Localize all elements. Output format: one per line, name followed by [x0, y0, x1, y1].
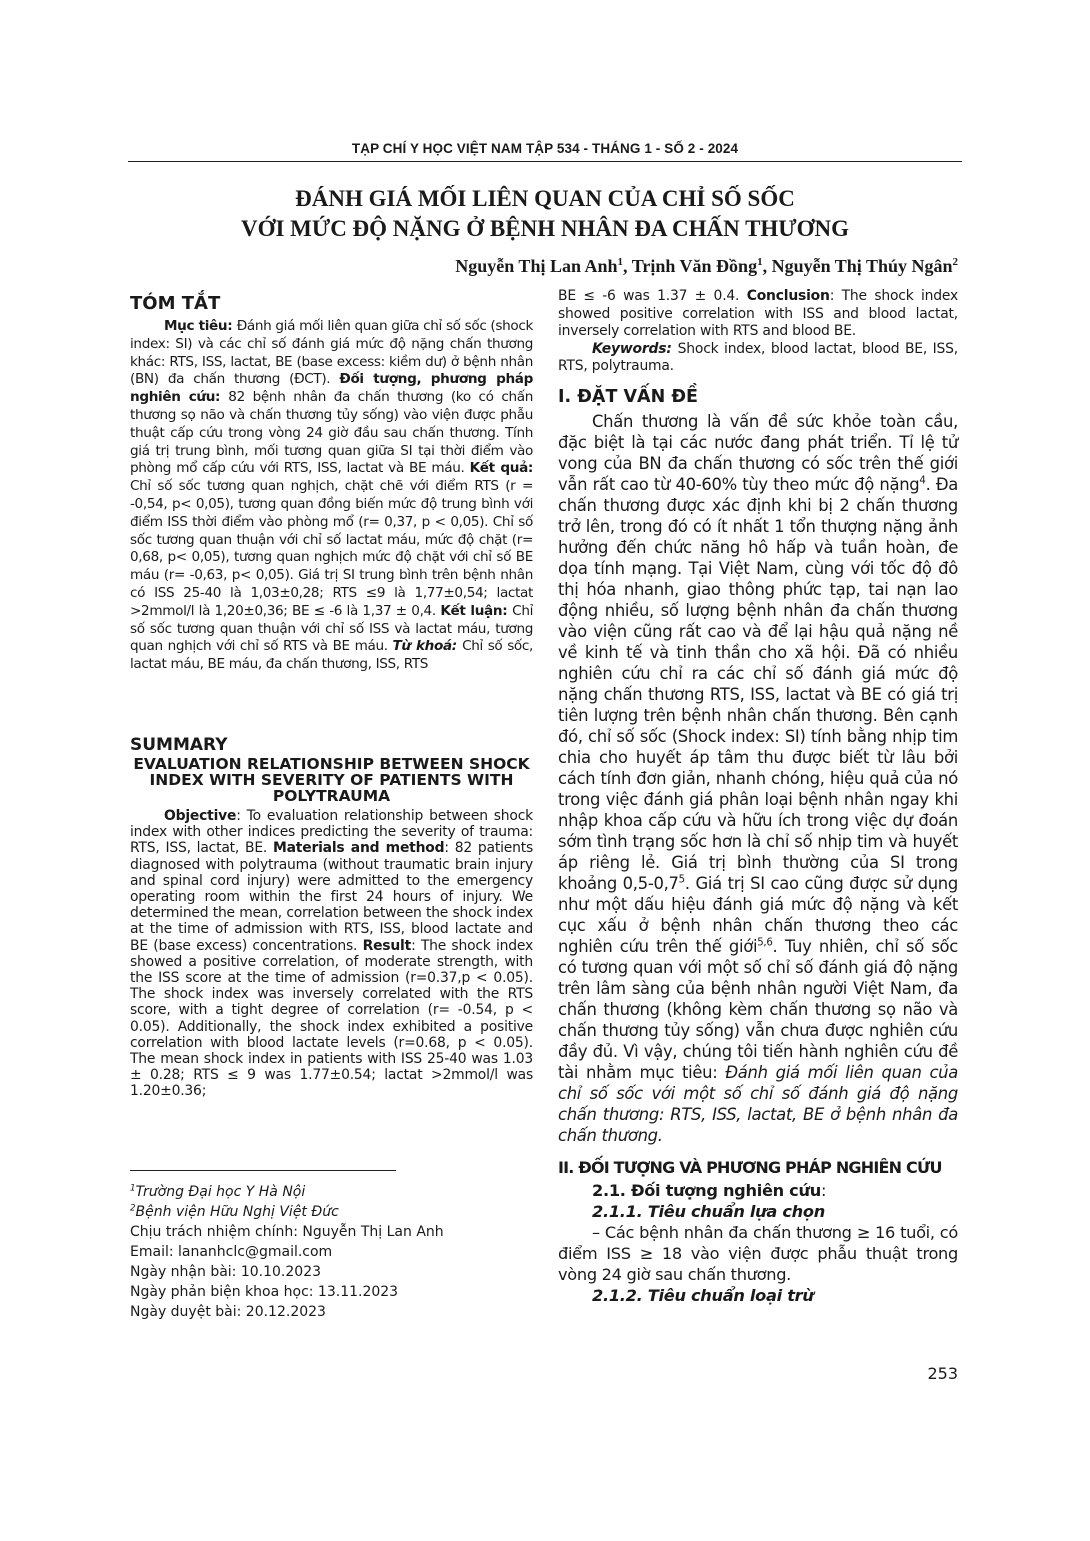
author-affiliation: 1 [757, 256, 763, 268]
author-affiliation: 1 [617, 256, 623, 268]
section-2-heading: II. ĐỐI TƯỢNG VÀ PHƯƠNG PHÁP NGHIÊN CỨU [558, 1158, 942, 1177]
text-run: Keywords: [592, 340, 678, 357]
article-title [128, 184, 962, 244]
subsection-2-1-2: 2.1.2. Tiêu chuẩn loại trừ [592, 1286, 814, 1305]
text-run: Objective [164, 808, 237, 824]
abstract-vi-text [130, 318, 533, 674]
page-number: 253 [927, 1364, 958, 1383]
footnotes [130, 1182, 444, 1322]
journal-header: TẠP CHÍ Y HỌC VIỆT NAM TẬP 534 - THÁNG 1 - SỐ 2 - 2024 [351, 141, 739, 156]
summary-conclusion [558, 288, 958, 341]
author-name: Nguyễn Thị Thúy Ngân [771, 256, 953, 276]
text-run: . Tuy nhiên, chỉ số sốc có tương quan với một số chỉ số đánh giá độ nặng trên lâm sàng của bệnh nhân người Việt Nam, đa chấn thương (không kèm chấn thương sọ não và chấn thương tủy sống) vẫn chưa được nghiên cứu đầy đủ. Vì vậy, chúng tôi tiến hành nghiên cứu đề tài nhằm mục tiêu: [558, 937, 958, 1082]
affiliation-1-text: Trường Đại học Y Hà Nội [135, 1184, 306, 1200]
text-run: Kết quả: [469, 460, 533, 477]
affiliation-2: $^2$Bệnh viện Hữu Nghị Việt Đức [130, 1203, 339, 1220]
summary-heading: SUMMARY [130, 735, 228, 755]
text-run: Chỉ số sốc tương quan nghịch, chặt chẽ với điểm RTS (r = -0,54, p< 0,05), tương quan đồng biến mức độ trung bình với điểm ISS thời điểm vào phòng mổ (r= 0,37, p < 0,05). Chỉ số sốc tương quan thuận với chỉ số lactat máu, mức độ chặt (r= 0,68, p< 0,05), tương quan nghịch mức độ chặt với chỉ số BE máu (r= -0,63, p< 0,05). Giá trị SI trung bình trên bệnh nhân có ISS 25-40 là 1,03±0,28; RTS ≤9 là 1,77±0,54; lactat >2mmol/l là 1,20±0,36; BE ≤ -6 là 1,37 ± 0,4. [130, 478, 533, 619]
section-1-heading: I. ĐẶT VẤN ĐỀ [558, 387, 698, 407]
section-2-body [558, 1180, 958, 1306]
affiliation-1: $^1$Trường Đại học Y Hà Nội [130, 1183, 306, 1200]
text-run: Chỉ số sốc, lactat máu, BE máu, đa chấn thương, ISS, RTS [130, 638, 533, 673]
text-run: . Giá trị SI cao cũng được sử dụng như một dấu hiệu đánh giá mức độ nặng và kết cục xấu ở bệnh nhân chấn thương theo các nghiên cứu trên thế giới [558, 874, 958, 956]
text-run: . Đa chấn thương được xác định khi bị 2 chấn thương trở lên, trong đó có ít nhất 1 tổn thượng nặng ảnh hưởng đến chức năng hô hấp và tuần hoàn, đe dọa tính mạng. Tại Việt Nam, cùng với tốc độ đô thị hóa nhanh, giao thông phức tạp, tai nạn lao động nhiều, số lượng bệnh nhân đa chấn thương vào viện cũng rất cao và để lại hậu quả nặng nề về kinh tế và tinh thần cho xã hội. Đã có nhiều nghiên cứu chỉ ra các chỉ số đánh giá mức độ nặng chấn thương RTS, ISS, lactat và BE có giá trị tiên lượng trên bệnh nhân chấn thương. Bên cạnh đó, chỉ số sốc (Shock index: SI) tính bằng nhịp tim chia cho huyết áp tâm thu được biết từ lâu bởi cách tính đơn giản, nhanh chóng, hiệu quả của nó trong việc đánh giá phân loại bệnh nhân ngay khi nhập khoa cấp cứu và hữu ích trong việc dự đoán sớm tình trạng sốc hơn là chỉ số nhịp tim và huyết áp riêng lẻ. Giá trị bình thường của SI trong khoảng 0,5-0,7 [558, 475, 958, 893]
text-run: Đối tượng, phương pháp nghiên cứu: [130, 371, 533, 406]
affiliation-2-text: Bệnh viện Hữu Nghị Việt Đức [135, 1204, 339, 1220]
reference-superscript: 4 [919, 475, 926, 487]
author-name: Nguyễn Thị Lan Anh [455, 256, 618, 276]
title-line-2: VỚI MỨC ĐỘ NẶNG Ở BỆNH NHÂN ĐA CHẤN THƯƠNG [240, 216, 850, 241]
text-run: : The shock index showed a positive correlation, of moderate strength, with the ISS score at the time of admission (r=0.37,p < 0.05). The shock index was inversely correlated with the RTS score, with a tight degree of correlation (r= -0.54, p < 0.05). Additionally, the shock index exhibited a positive correlation with blood lactate levels (r=0.68, p < 0.05). The mean shock index in patients with ISS 25-40 was 1.03 ± 0.28; RTS ≤ 9 was 1.77±0.54; lactat >2mmol/l was 1.20±0.36; [130, 937, 533, 1100]
text-run: Result [362, 937, 412, 954]
corresponding-author: Chịu trách nhiệm chính: Nguyễn Thị Lan Anh [130, 1224, 444, 1240]
subsection-2-1-title: 2.1. Đối tượng nghiên cứu [592, 1181, 821, 1200]
text-run: 82 bệnh nhân đa chấn thương (ko có chấn thương sọ não và chấn thương tủy sống) vào viện được phẫu thuật cấp cứu trong vòng 24 giờ đầu sau chấn thương. Tính giá trị trung bình, mối tương quan giữa SI tại thời điểm vào phòng mổ cấp cứu với RTS, ISS, lactat và BE máu. [130, 389, 533, 477]
text-run: Đánh giá mối liên quan của chỉ số sốc với một số chỉ số đánh giá độ nặng chấn thương: RTS, ISS, lactat, BE ở bệnh nhân đa chấn thương. [558, 1063, 959, 1145]
email: Email: lananhclc@gmail.com [130, 1244, 333, 1260]
colon: : [820, 1181, 827, 1200]
text-run: Kết luận: [440, 602, 513, 619]
subsection-2-1 [558, 1180, 958, 1201]
text-run: Shock index, blood lactat, blood BE, ISS, RTS, polytrauma. [558, 340, 958, 374]
inclusion-criteria: – Các bệnh nhân đa chấn thương ≥ 16 tuổi, có điểm ISS ≥ 18 vào viện được phẫu thuật trong vòng 24 giờ sau chấn thương. [558, 1223, 958, 1284]
text-run: Conclusion [746, 288, 830, 304]
date-reviewed: Ngày phản biện khoa học: 13.11.2023 [130, 1284, 399, 1300]
text-run: BE ≤ -6 was 1.37 ± 0.4. [558, 288, 747, 304]
summary-title: EVALUATION RELATIONSHIP BETWEEN SHOCK INDEX WITH SEVERITY OF PATIENTS WITH POLYTRAUMA [133, 755, 530, 806]
summary-keywords [558, 341, 958, 376]
title-line-1: ĐÁNH GIÁ MỐI LIÊN QUAN CỦA CHỈ SỐ SỐC [295, 186, 795, 211]
summary-text [130, 808, 533, 1100]
subsection-2-1-1: 2.1.1. Tiêu chuẩn lựa chọn [592, 1202, 825, 1221]
text-run: Materials and method [273, 840, 445, 857]
text-run: Đánh giá mối liên quan giữa chỉ số sốc (shock index: SI) và các chỉ số đánh giá mức độ nặng chấn thương khác: RTS, ISS, lactat, BE (base excess: kiềm dư) ở bệnh nhân (BN) đa chấn thương (ĐCT). [130, 318, 533, 388]
abstract-vi-heading: TÓM TẮT [130, 293, 221, 314]
text-run: Chỉ số sốc tương quan thuận với chỉ số ISS và lactat máu, tương quan nghịch với chỉ số RTS và BE máu. [130, 602, 534, 655]
reference-superscript: 5 [678, 874, 685, 886]
author-name: Trịnh Văn Đồng [631, 256, 758, 276]
text-run: Từ khoá: [392, 638, 463, 655]
reference-superscript: 5,6 [757, 937, 773, 949]
summary-continued [558, 288, 958, 376]
section-1-text [558, 411, 958, 1146]
date-accepted: Ngày duyệt bài: 20.12.2023 [130, 1304, 326, 1320]
text-run: : 82 patients diagnosed with polytrauma (without traumatic brain injury and spinal cord injury) were admitted to the emergency operating room within the first 24 hours of injury. We determined the mean, correlation between the shock index at the time of admission with RTS, ISS, blood lactate and BE (base excess) concentrations. [130, 840, 533, 954]
text-run: Chấn thương là vấn đề sức khỏe toàn cầu, đặc biệt là tại các nước đang phát triển. Tỉ lệ tử vong của BN đa chấn thương có sốc trên thế giới vẫn rất cao từ 40-60% tùy theo mức độ nặng [558, 412, 958, 494]
header-divider [128, 161, 962, 162]
author-list: Nguyễn Thị Lan Anh$^1$, Trịnh Văn Đồng$^1$, Nguyễn Thị Thúy Ngân$^2$ [455, 256, 958, 276]
footnote-divider [130, 1170, 396, 1171]
text-run: Mục tiêu: [164, 318, 237, 334]
author-affiliation: 2 [952, 256, 958, 268]
date-received: Ngày nhận bài: 10.10.2023 [130, 1264, 322, 1280]
text-run: : The shock index showed positive correlation with ISS and blood lactat, inversely correlation with RTS and blood BE. [558, 288, 958, 339]
text-run: : To evaluation relationship between shock index with other indices predicting the severity of trauma: RTS, ISS, lactat, BE. [130, 808, 533, 857]
